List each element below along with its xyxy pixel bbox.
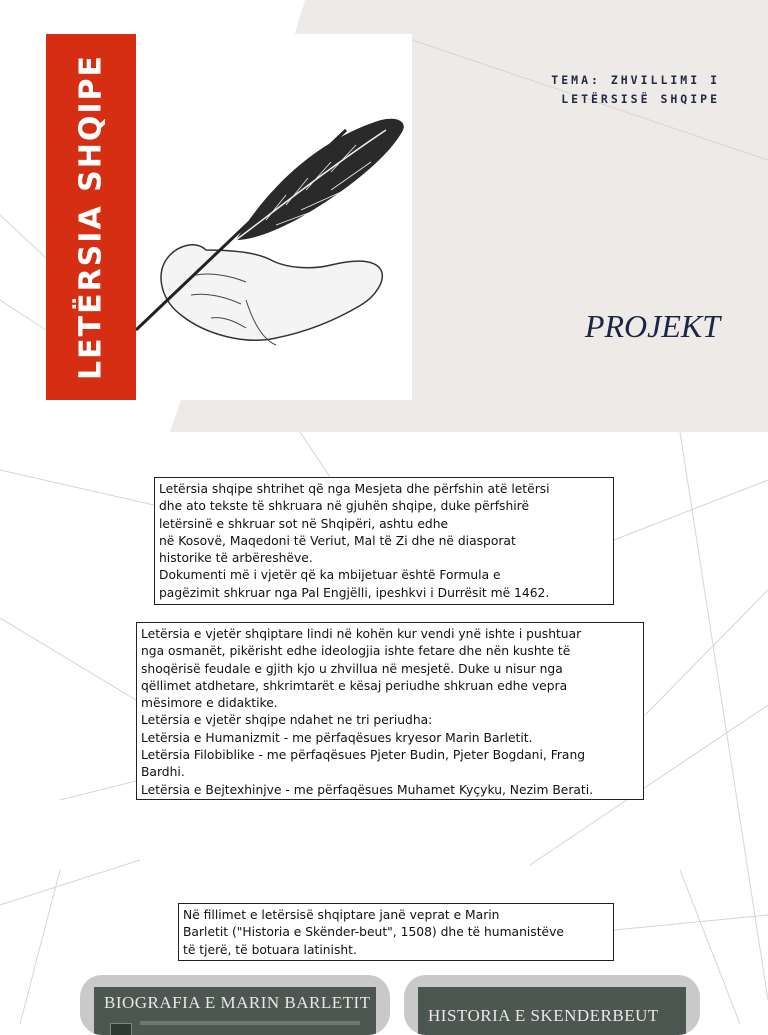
- tile-label: HISTORIA E SKENDERBEUT: [428, 1006, 659, 1025]
- quill-hand-icon: [136, 100, 412, 360]
- theme-line-2: LETËRSISË SHQIPE: [561, 92, 720, 106]
- cover-red-strip: [46, 34, 136, 400]
- cover-vertical-title: LETËRSIA SHQIPE: [73, 54, 109, 380]
- text-line: shoqërisë feudale e gjith kjo u zhvillua në mesjetë. Duke u nisur nga: [141, 661, 563, 676]
- text-line: Letërsia e Humanizmit - me përfaqësues kryesor Marin Barletit.: [141, 730, 533, 745]
- intro-text-box: [154, 477, 614, 605]
- text-line: pagëzimit shkruar nga Pal Engjëlli, ipeshkvi i Durrësit më 1462.: [159, 585, 550, 600]
- skanderbeg-history-tile[interactable]: [404, 975, 700, 1035]
- text-line: dhe ato tekste të shkruara në gjuhën shqipe, duke përfshirë: [159, 499, 530, 514]
- text-line: Letërsia e vjetër shqipe ndahet ne tri periudha:: [141, 713, 433, 728]
- barleti-biography-tile[interactable]: [80, 975, 390, 1035]
- theme-line-1: TEMA: ZHVILLIMI I: [551, 73, 720, 87]
- project-title: PROJEKT: [584, 308, 720, 344]
- text-line: mësimore e didaktike.: [141, 696, 278, 711]
- text-line: Letërsia e Bejtexhinjve - me përfaqësues Muhamet Kyçyku, Nezim Berati.: [141, 782, 594, 797]
- text-line: Bardhi.: [141, 765, 185, 780]
- text-line: në Kosovë, Maqedoni të Veriut, Mal të Zi dhe në diasporat: [159, 533, 516, 548]
- text-line: historike të arbëreshëve.: [159, 551, 313, 566]
- tile-label: BIOGRAFIA E MARIN BARLETIT: [104, 993, 371, 1012]
- text-line: nga osmanët, pikërisht edhe ideologjia ishte fetare dhe nën kushte të: [141, 644, 571, 659]
- text-line: Dokumenti më i vjetër që ka mbijetuar është Formula e: [159, 568, 501, 583]
- text-line: Në fillimet e letërsisë shqiptare janë veprat e Marin: [183, 908, 500, 922]
- portrait-thumbnail-icon: [110, 1023, 132, 1035]
- text-line: të tjerë, të botuara latinisht.: [183, 942, 357, 957]
- text-line: Letërsia Filobiblike - me përfaqësues Pjeter Budin, Pjeter Bogdani, Frang: [141, 748, 586, 763]
- old-literature-text-box: [136, 622, 644, 800]
- text-line: Letërsia shqipe shtrihet që nga Mesjeta dhe përfshin atë letërsi: [159, 482, 550, 496]
- theme-heading: [420, 71, 720, 109]
- text-line: letërsinë e shkruar sot në Shqipëri, ashtu edhe: [159, 516, 449, 531]
- text-line: Letërsia e vjetër shqiptare lindi në kohën kur vendi ynë ishte i pushtuar: [141, 627, 582, 641]
- text-line: qëllimet atdhetare, shkrimtarët e kësaj periudhe shkruan edhe vepra: [141, 678, 568, 693]
- text-line: Barletit ("Historia e Skënder-beut", 1508) dhe të humanistëve: [183, 925, 564, 940]
- barleti-text-box: [178, 903, 614, 961]
- tile-divider: [140, 1021, 360, 1025]
